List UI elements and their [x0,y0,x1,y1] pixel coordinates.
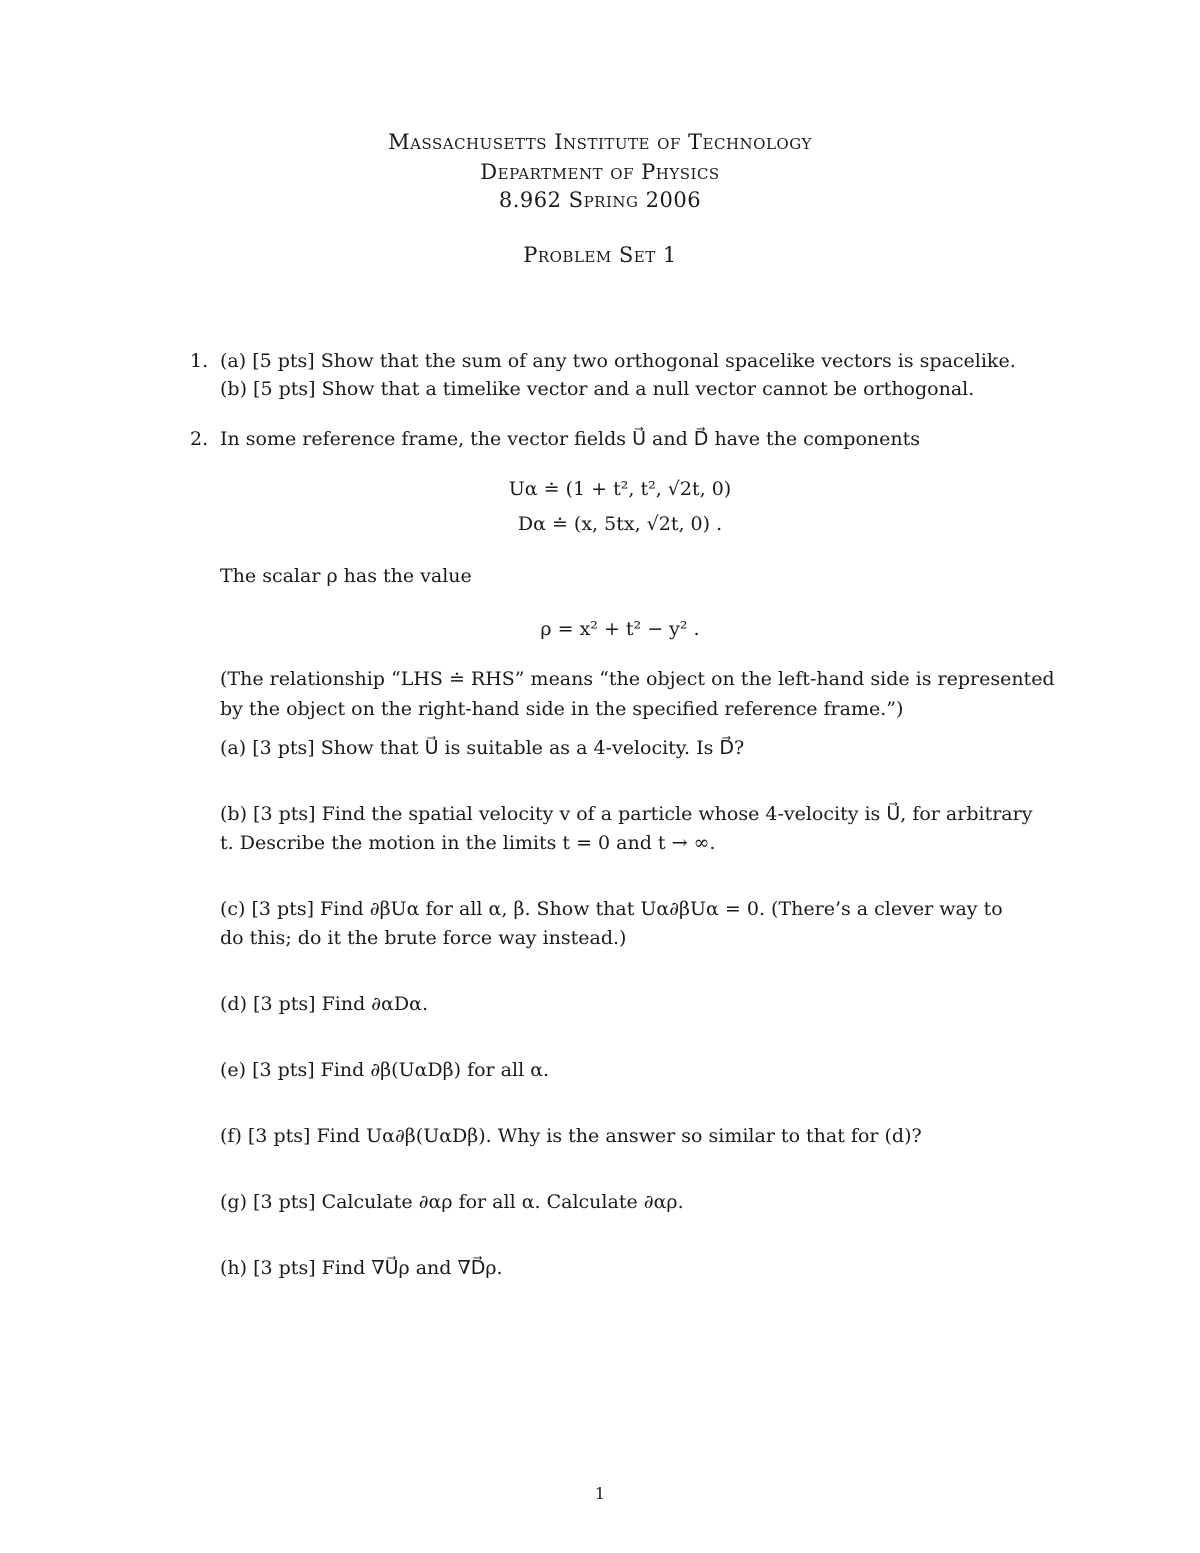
problem-2h: (h) [3 pts] Find ∇U⃗ρ and ∇D⃗ρ. [220,1257,503,1279]
equation-d: Dα ≐ (x, 5tx, √2t, 0) . [517,513,723,535]
note-line-2: by the object on the right-hand side in the specified reference frame.”) [220,698,904,720]
problem-1-number: 1. [190,350,209,372]
problem-2b-line-2: t. Describe the motion in the limits t = 0 and t → ∞. [220,832,716,854]
problem-2b-line-1: (b) [3 pts] Find the spatial velocity v of a particle whose 4-velocity is U⃗, for arbitrary [220,803,1033,825]
note-line-1: (The relationship “LHS ≐ RHS” means “the object on the left-hand side is represented [220,668,1055,690]
institution-name: Massachusetts Institute of Technology [388,130,812,154]
problem-1a: (a) [5 pts] Show that the sum of any two orthogonal spacelike vectors is spacelike. [220,350,1016,372]
equation-rho: ρ = x² + t² − y² . [540,618,700,640]
course-name: 8.962 Spring 2006 [498,188,702,212]
problem-2a: (a) [3 pts] Show that U⃗ is suitable as a 4-velocity. Is D⃗? [220,737,745,759]
problem-2-intro: In some reference frame, the vector fields U⃗ and D⃗ have the components [220,428,920,450]
department-name: Department of Physics [480,160,720,184]
problem-2g: (g) [3 pts] Calculate ∂αρ for all α. Calculate ∂αρ. [220,1191,684,1213]
problem-2d: (d) [3 pts] Find ∂αDα. [220,993,429,1015]
page-number: 1 [594,1484,606,1503]
problem-2-number: 2. [190,428,209,450]
problem-2c-line-1: (c) [3 pts] Find ∂βUα for all α, β. Show that Uα∂βUα = 0. (There’s a clever way to [220,898,1003,920]
problem-set-title: Problem Set 1 [523,243,677,267]
scalar-text: The scalar ρ has the value [220,565,472,587]
equation-u: Uα ≐ (1 + t², t², √2t, 0) [508,478,732,500]
problem-2c-line-2: do this; do it the brute force way instead.) [220,927,627,949]
problem-2e: (e) [3 pts] Find ∂β(UαDβ) for all α. [220,1059,550,1081]
problem-1b: (b) [5 pts] Show that a timelike vector and a null vector cannot be orthogonal. [220,378,975,400]
problem-2f: (f) [3 pts] Find Uα∂β(UαDβ). Why is the answer so similar to that for (d)? [220,1125,922,1147]
